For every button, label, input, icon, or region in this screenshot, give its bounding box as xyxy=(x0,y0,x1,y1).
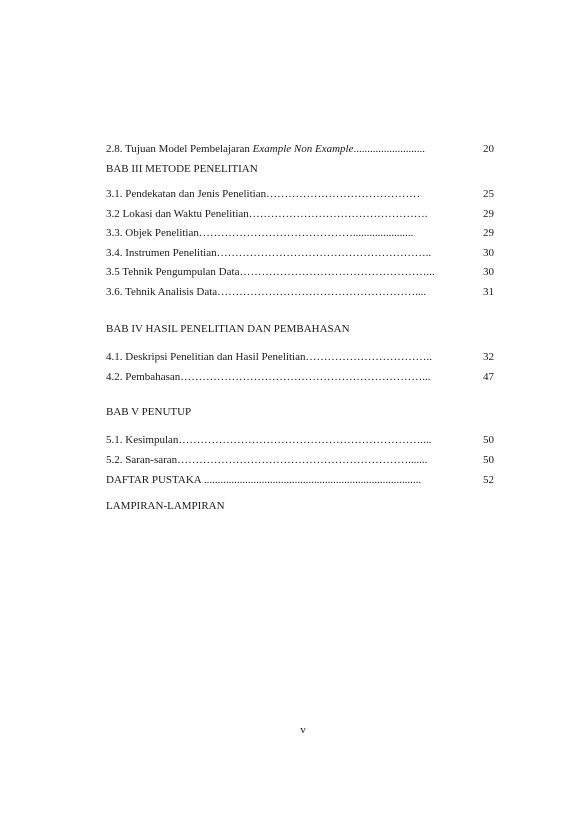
toc-entry-2-8-prefix: 2.8. Tujuan Model Pembelajaran xyxy=(106,143,253,155)
toc-entry-3-6-page: 31 xyxy=(483,286,494,298)
toc-entry-4-1: 4.1. Deskripsi Penelitian dan Hasil Penelitian…………………………….. xyxy=(106,351,432,363)
toc-entry-3-1: 3.1. Pendekatan dan Jenis Penelitian…………………………………… xyxy=(106,188,421,200)
toc-entry-3-2-page: 29 xyxy=(483,208,494,220)
toc-entry-2-8-leader: .......................... xyxy=(353,143,425,155)
toc-entry-5-1-page: 50 xyxy=(483,434,494,446)
toc-entry-3-3: 3.3. Objek Penelitian……………………………………...................... xyxy=(106,227,414,239)
toc-entry-3-2: 3.2 Lokasi dan Waktu Penelitian…………………………………………. xyxy=(106,208,428,220)
toc-entry-daftar-pustaka: DAFTAR PUSTAKA ............................................................................... xyxy=(106,474,422,486)
toc-entry-5-1: 5.1. Kesimpulan………………………………………………………….... xyxy=(106,434,432,446)
toc-entry-4-2-page: 47 xyxy=(483,371,494,383)
toc-entry-5-2: 5.2. Saran-saran………………………………………………………....... xyxy=(106,454,428,466)
bab4-heading: BAB IV HASIL PENELITIAN DAN PEMBAHASAN xyxy=(106,323,350,335)
toc-entry-4-1-page: 32 xyxy=(483,351,494,363)
toc-entry-3-1-page: 25 xyxy=(483,188,494,200)
bab3-heading: BAB III METODE PENELITIAN xyxy=(106,163,258,175)
toc-entry-3-5-page: 30 xyxy=(483,266,494,278)
bab5-heading: BAB V PENUTUP xyxy=(106,406,192,418)
toc-entry-3-4: 3.4. Instrumen Penelitian………………………………………………….. xyxy=(106,247,432,259)
toc-entry-2-8-page: 20 xyxy=(483,143,494,155)
lampiran-heading: LAMPIRAN-LAMPIRAN xyxy=(106,500,225,512)
toc-entry-3-3-page: 29 xyxy=(483,227,494,239)
toc-entry-3-4-page: 30 xyxy=(483,247,494,259)
toc-entry-2-8-italic: Example Non Example xyxy=(252,143,354,155)
page-number: v xyxy=(300,724,306,736)
toc-entry-daftar-pustaka-page: 52 xyxy=(483,474,494,486)
toc-entry-2-8 xyxy=(106,143,451,156)
toc-entry-4-2: 4.2. Pembahasan…………………………………………………………... xyxy=(106,371,431,383)
toc-entry-5-2-page: 50 xyxy=(483,454,494,466)
toc-entry-3-5: 3.5 Tehnik Pengumpulan Data……………………………………………... xyxy=(106,266,435,278)
toc-entry-3-6: 3.6. Tehnik Analisis Data……………………………………………….... xyxy=(106,286,427,298)
